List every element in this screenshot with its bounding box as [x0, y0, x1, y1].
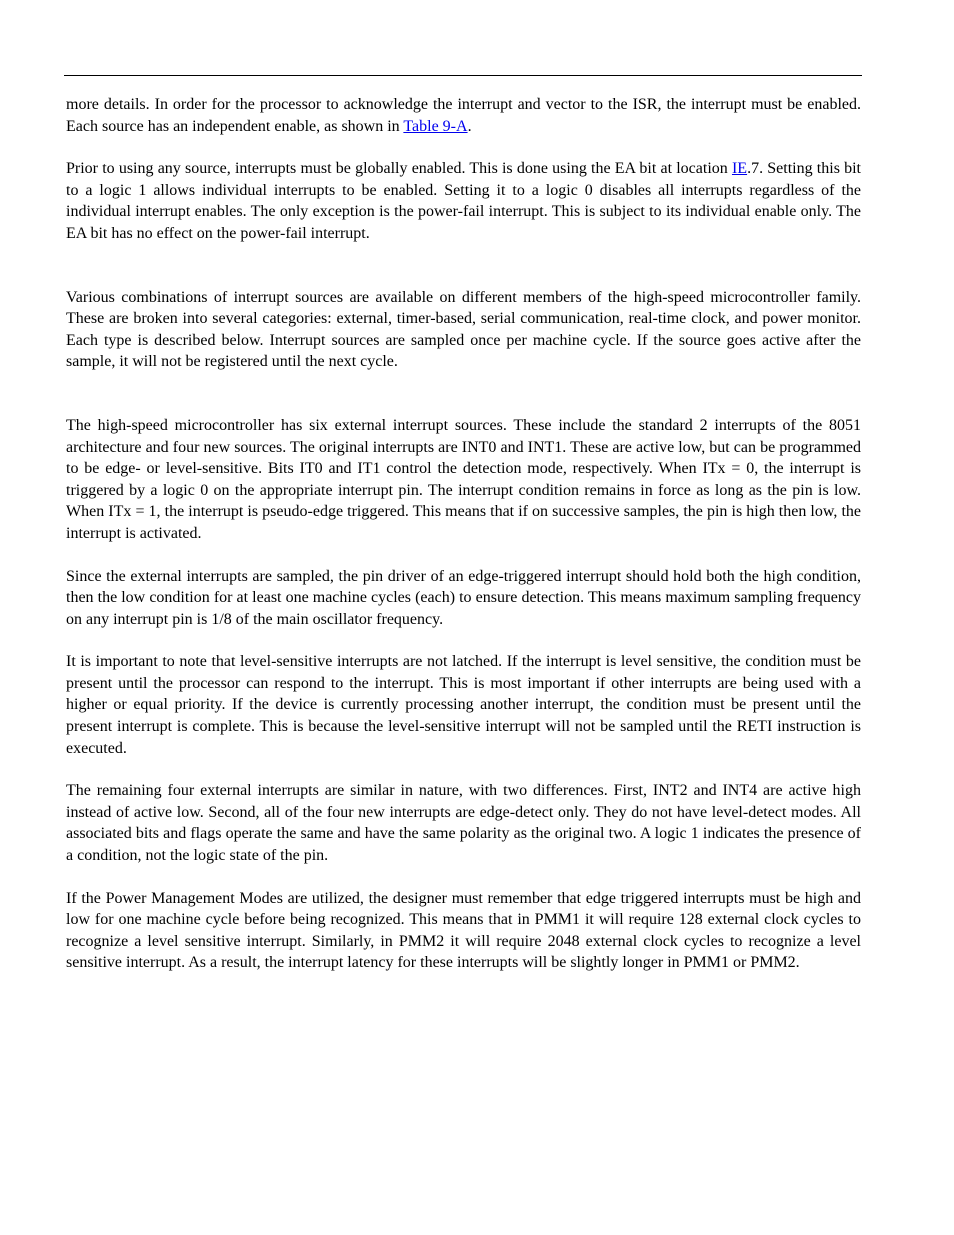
paragraph-power-management: If the Power Management Modes are utilized, the designer must remember that edge triggered interrupts must be high and low for one machine cycle before being recognized. This means that in PMM1 it will require 128 external clock cycles to recognize a level sensitive interrupt. Similarly, in PMM2 it will require 2048 external clock cycles to recognize a level sensitive interrupt. As a result, the interrupt latency for these interrupts will be slightly longer in PMM1 or PMM2. [66, 889, 861, 972]
table-9a-link[interactable]: Table 9-A [403, 117, 468, 135]
document-body [66, 94, 861, 974]
ie-register-link[interactable]: IE [731, 160, 748, 178]
paragraph-global-enable [66, 158, 861, 244]
paragraph-isr-enable [66, 94, 861, 137]
paragraph-text: .7. Setting this bit to a logic 1 allows individual interrupts to be enabled. Setting it to a logic 0 disables all interrupts regardless of the individual interrupt enables. The only exception is the power-fail interrupt. This is subject to its individual enable only. The EA bit has no effect on the power-fail interrupt. [66, 160, 862, 242]
paragraph-text: more details. In order for the processor to acknowledge the interrupt and vector to the ISR, the interrupt must be enabled. Each source has an independent enable, as shown in [66, 96, 861, 135]
paragraph-new-interrupts: The remaining four external interrupts are similar in nature, with two differences. First, INT2 and INT4 are active high instead of active low. Second, all of the four new interrupts are edge-detect only. They do not have level-detect modes. All associated bits and flags operate the same and have the same polarity as the original two. A logic 1 indicates the presence of a condition, not the logic state of the pin. [66, 782, 861, 865]
paragraph-text: . [467, 117, 472, 135]
paragraph-interrupt-sources: Various combinations of interrupt sources are available on different members of the high-speed microcontroller family. These are broken into several categories: external, timer-based, serial communication, real-time clock, and power monitor. Each type is described below. Interrupt sources are sampled once per machine cycle. If the source goes active after the sample, it will not be registered until the next cycle. [66, 288, 861, 371]
paragraph-sampling: Since the external interrupts are sampled, the pin driver of an edge-triggered interrupt should hold both the high condition, then the low condition for at least one machine cycles (each) to ensure detection. This means maximum sampling frequency on any interrupt pin is 1/8 of the main oscillator frequency. [66, 567, 861, 628]
paragraph-level-sensitive: It is important to note that level-sensitive interrupts are not latched. If the interrupt is level sensitive, the condition must be present until the processor can respond to the interrupt. This is most important if other interrupts are being used with a higher or equal priority. If the device is currently processing another interrupt, the condition must be present until the present interrupt is complete. This is because the level-sensitive interrupt will not be sampled until the RETI instruction is executed. [66, 653, 861, 757]
paragraph-external-interrupts: The high-speed microcontroller has six external interrupt sources. These include the standard 2 interrupts of the 8051 architecture and four new sources. The original interrupts are INT0 and INT1. These are active low, but can be programmed to be edge- or level-sensitive. Bits IT0 and IT1 control the detection mode, respectively. When ITx = 0, the interrupt is triggered by a logic 0 on the appropriate interrupt pin. The interrupt condition remains in force as long as the pin is low. When ITx = 1, the interrupt is pseudo-edge triggered. This means that if on successive samples, the pin is high then low, the interrupt is activated. [66, 416, 861, 542]
paragraph-text: Prior to using any source, interrupts must be globally enabled. This is done using the EA bit at location [66, 160, 732, 178]
header-rule [64, 75, 862, 76]
